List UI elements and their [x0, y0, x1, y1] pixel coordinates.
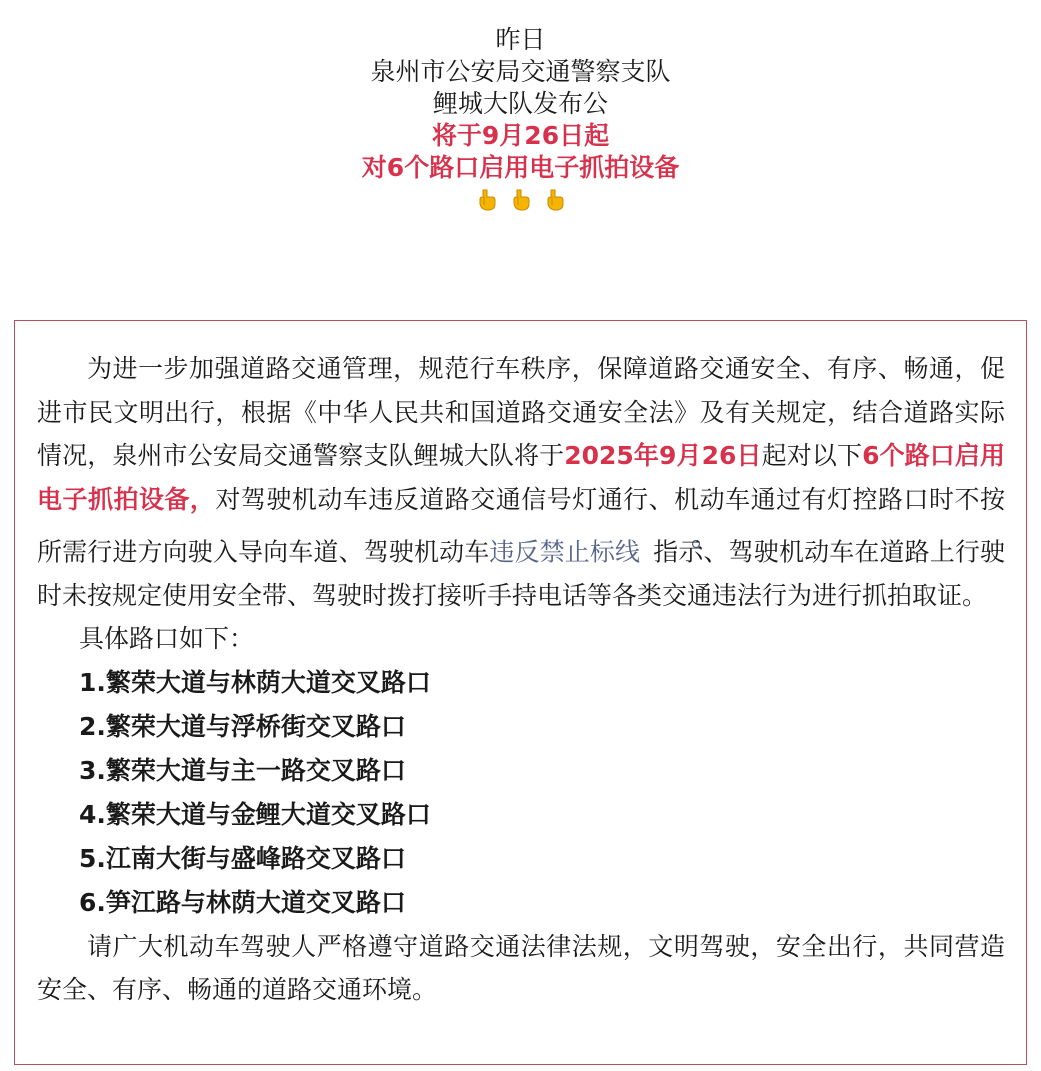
- paragraph-text: 对驾驶机动车违反道路交通信号灯通行、机动车通过有灯控路口时不按所需行进方向驶入导向车道、驾驶机动车: [37, 484, 1005, 567]
- pointing-down-hand-icon: [510, 188, 532, 212]
- notice-body: [37, 347, 1005, 1012]
- search-icon[interactable]: [641, 521, 653, 533]
- paragraph-text: 指示、驾驶机动车在道路上行驶时未按规定使用安全带、驾驶时拨打接听手持电话等各类交通违法行为进行抓拍取证。: [37, 537, 1005, 610]
- highlight-text: 6个路口启用电子抓拍设备，: [37, 441, 1005, 514]
- list-item: 6.笋江路与林荫大道交叉路口: [79, 887, 406, 917]
- pointing-down-hand-icon: [476, 188, 498, 212]
- header-line-2: 泉州市公安局交通警察支队: [370, 57, 671, 86]
- closing-paragraph: 请广大机动车驾驶人严格遵守道路交通法律法规，文明驾驶，安全出行，共同营造安全、有序、畅通的道路交通环境。: [37, 931, 1005, 1005]
- header-headline-date: 将于9月26日起: [431, 121, 610, 150]
- paragraph-text: 起对以下: [761, 441, 863, 470]
- list-item: 3.繁荣大道与主一路交叉路口: [79, 755, 406, 785]
- effective-date: 2025年9月26日: [564, 441, 762, 470]
- emoji-row: [0, 188, 1041, 212]
- intersections-intro: 具体路口如下：: [79, 624, 255, 654]
- list-item: 1.繁荣大道与林荫大道交叉路口: [79, 667, 431, 697]
- article-header: [0, 24, 1041, 212]
- list-item: 4.繁荣大道与金鲤大道交叉路口: [79, 799, 431, 829]
- notice-paragraph: [37, 347, 1005, 617]
- header-line-1: 昨日: [495, 25, 546, 54]
- notice-box: [14, 320, 1027, 1065]
- keyword-search-link[interactable]: 违反禁止标线: [489, 537, 641, 567]
- header-headline-main: 对6个路口启用电子抓拍设备: [361, 153, 680, 182]
- header-line-3: 鲤城大队发布公: [432, 89, 608, 118]
- paragraph-text: 为进一步加强道路交通管理，规范行车秩序，保障道路交通安全、有序、畅通，促进市民文明出行，根据《中华人民共和国道路交通安全法》及有关规定，结合道路实际情况，泉州市公安局交通警察支队鲤城大队将于: [37, 354, 1005, 470]
- list-item: 2.繁荣大道与浮桥街交叉路口: [79, 711, 406, 741]
- pointing-down-hand-icon: [544, 188, 566, 212]
- list-item: 5.江南大街与盛峰路交叉路口: [79, 843, 406, 873]
